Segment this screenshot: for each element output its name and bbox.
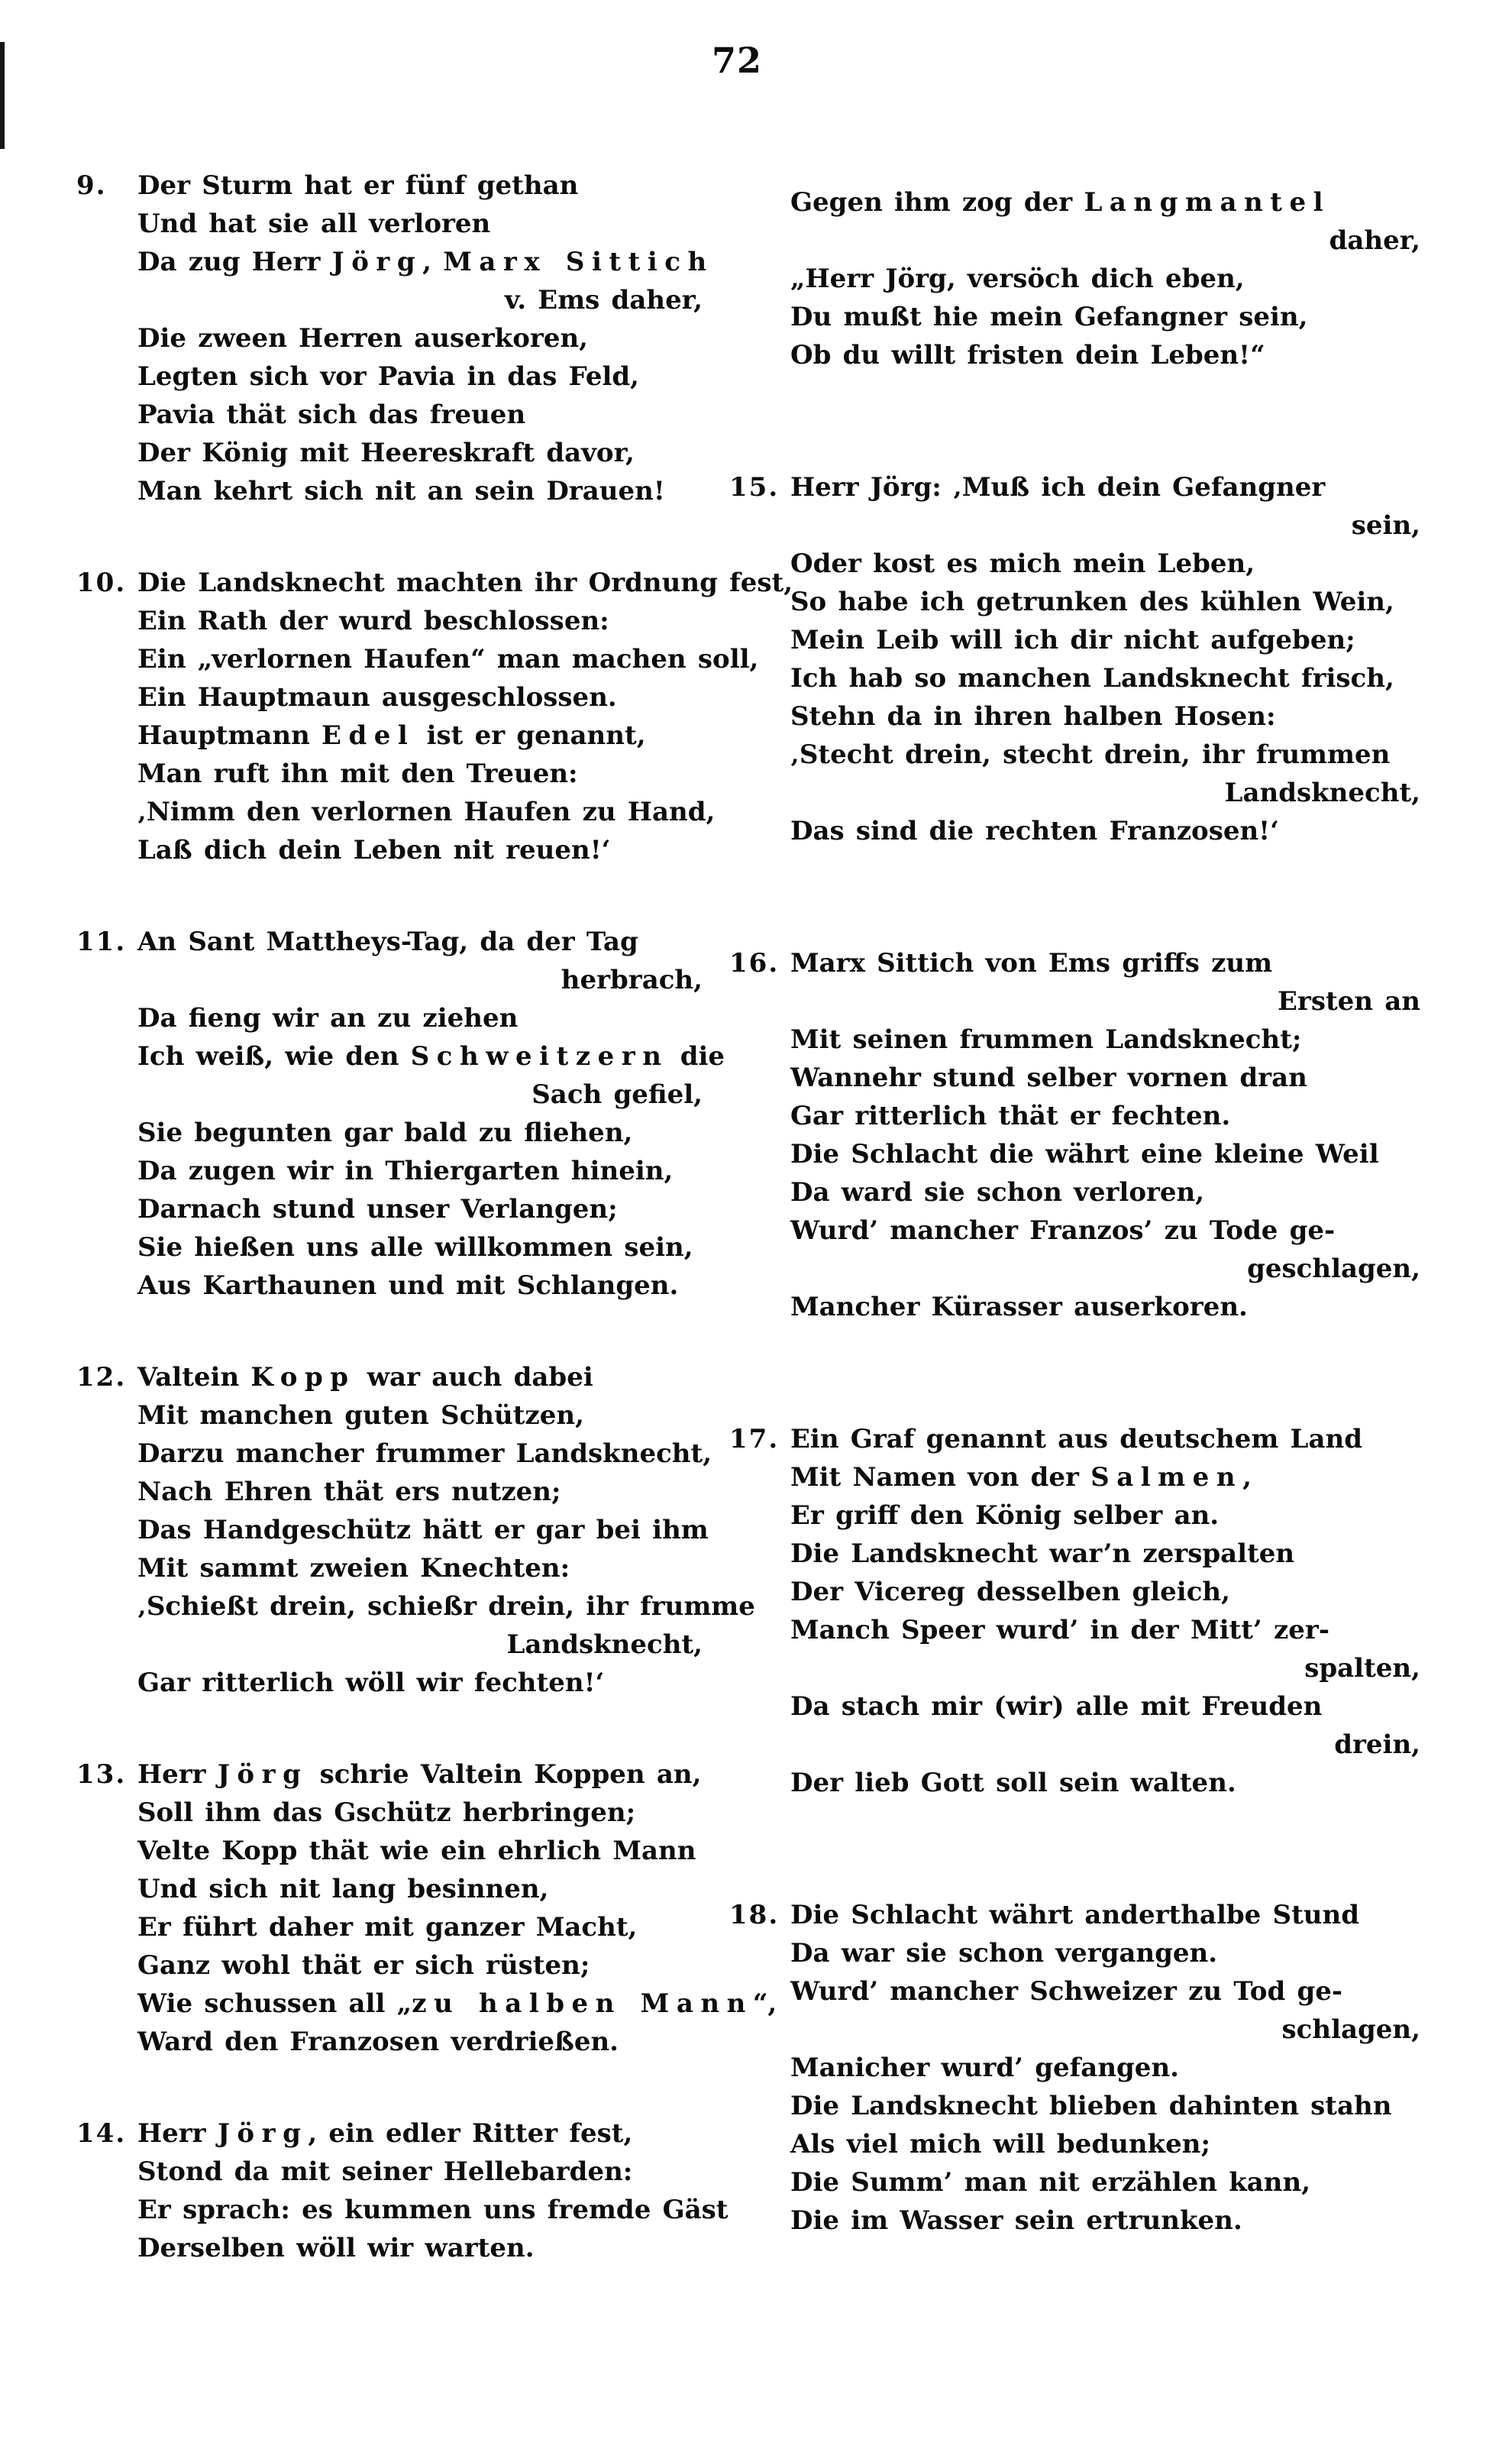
verse-line: ‚Schießt drein, schießr drein, ihr frumme (137, 1591, 755, 1622)
letterspaced-word: Edel (321, 720, 415, 751)
verse-line: Oder kost es mich mein Leben, (790, 548, 1255, 579)
verse-line: Aus Karthaunen und mit Schlangen. (137, 1270, 679, 1301)
verse-line: Die zween Herren auserkoren, (137, 323, 589, 354)
verse-line: Gegen ihm zog der Langmantel (790, 187, 1331, 218)
stanza-number: 17. (729, 1424, 780, 1454)
stanza (76, 167, 714, 510)
verse-line: v. Ems daher, (504, 285, 703, 315)
verse-line: Und sich nit lang besinnen, (137, 1874, 549, 1904)
verse-line: Wannehr stund selber vornen dran (790, 1063, 1307, 1093)
verse-line: Valtein Kopp war auch dabei (137, 1362, 593, 1393)
verse-line: Laß dich dein Leben nit reuen!‘ (137, 835, 611, 865)
verse-line: Die Summ’ man nit erzählen kann, (790, 2167, 1311, 2198)
verse-line: Velte Kopp thät wie ein ehrlich Mann (137, 1836, 696, 1866)
verse-line: Ersten an (1277, 986, 1420, 1017)
letterspaced-word: Jörg (217, 2118, 309, 2149)
verse-line: Man ruft ihn mit den Treuen: (137, 759, 578, 789)
stanza (729, 468, 1420, 850)
verse-line: Die Landsknecht blieben dahinten stahn (790, 2091, 1392, 2121)
verse-line: Landsknecht, (1224, 778, 1420, 808)
verse-line: Der Sturm hat er fünf gethan (137, 170, 579, 201)
verse-line: schlagen, (1281, 2014, 1420, 2045)
verse-line: Darnach stund unser Verlangen; (137, 1194, 618, 1224)
verse-line: Ich weiß, wie den Schweitzern die (137, 1041, 725, 1072)
letterspaced-word: Kopp (250, 1362, 356, 1393)
verse-line: Ein „verlornen Haufen“ man machen soll, (137, 644, 759, 675)
verse-line: Manch Speer wurd’ in der Mitt’ zer- (790, 1615, 1329, 1645)
verse-line: Ein Rath der wurd beschlossen: (137, 606, 609, 636)
verse-line: Da zugen wir in Thiergarten hinein, (137, 1156, 674, 1186)
verse-line: Hauptmann Edel ist er genannt, (137, 720, 646, 751)
letterspaced-word: Marx Sittich (443, 247, 714, 277)
stanza (729, 1420, 1420, 1802)
verse-line: Derselben wöll wir warten. (137, 2233, 535, 2263)
verse-line: ‚Stecht drein, stecht drein, ihr frummen (790, 739, 1391, 770)
verse-line: Mancher Kürasser auserkoren. (790, 1292, 1248, 1322)
verse-line: „Herr Jörg, versöch dich eben, (790, 264, 1245, 294)
verse-line: Manicher wurd’ gefangen. (790, 2053, 1179, 2083)
stanza (76, 2114, 729, 2267)
verse-line: Landsknecht, (506, 1629, 703, 1660)
verse-line: Sie begunten gar bald zu fliehen, (137, 1118, 633, 1148)
stanza (76, 923, 725, 1305)
stanza-number: 16. (729, 948, 780, 979)
verse-line: drein, (1334, 1729, 1420, 1760)
letterspaced-word: Schweitzern (410, 1041, 669, 1072)
verse-line: Wurd’ mancher Franzos’ zu Tode ge- (790, 1215, 1336, 1246)
stanza-number: 18. (729, 1900, 780, 1930)
verse-line: Da stach mir (wir) alle mit Freuden (790, 1691, 1323, 1722)
verse-line: Herr Jörg schrie Valtein Koppen an, (137, 1759, 702, 1790)
verse-line: Er sprach: es kummen uns fremde Gäst (137, 2195, 729, 2225)
verse-line: Die Schlacht währt anderthalbe Stund (790, 1900, 1359, 1930)
verse-line: Er führt daher mit ganzer Macht, (137, 1912, 638, 1943)
verse-line: Man kehrt sich nit an sein Drauen! (137, 476, 665, 506)
verse-line: Das sind die rechten Franzosen!‘ (790, 816, 1279, 846)
stanza-number: 15. (729, 472, 780, 503)
verse-line: Das Handgeschütz hätt er gar bei ihm (137, 1515, 709, 1545)
verse-line: Herr Jörg: ‚Muß ich dein Gefangner (790, 472, 1326, 503)
verse-line: herbrach, (561, 965, 703, 995)
verse-line: Pavia thät sich das freuen (137, 400, 526, 430)
verse-line: Wie schussen all „zu halben Mann“, (137, 1988, 777, 2019)
stanza-number: 14. (76, 2118, 127, 2149)
stanza-number: 12. (76, 1362, 127, 1393)
verse-line: Ob du willt fristen dein Leben!“ (790, 340, 1265, 370)
verse-line: spalten, (1304, 1653, 1420, 1684)
stanza (76, 564, 793, 869)
verse-line: Ganz wohl thät er sich rüsten; (137, 1950, 590, 1981)
verse-line: Legten sich vor Pavia in das Feld, (137, 361, 640, 392)
verse-line: geschlagen, (1247, 1254, 1420, 1284)
verse-line: ‚Nimm den verlornen Haufen zu Hand, (137, 797, 716, 827)
page-number: 72 (711, 40, 762, 81)
verse-line: Mit sammt zweien Knechten: (137, 1553, 570, 1584)
verse-line: sein, (1351, 510, 1420, 541)
letterspaced-word: zu halben Mann (412, 1988, 753, 2019)
verse-line: An Sant Mattheys-Tag, da der Tag (137, 927, 638, 957)
verse-line: Du mußt hie mein Gefangner sein, (790, 302, 1308, 332)
verse-line: Der lieb Gott soll sein walten. (790, 1768, 1236, 1798)
verse-line: Ein Graf genannt aus deutschem Land (790, 1424, 1362, 1454)
verse-line: Stehn da in ihren halben Hosen: (790, 701, 1276, 732)
verse-line: Mit manchen guten Schützen, (137, 1400, 584, 1431)
stanza-number: 10. (76, 568, 127, 598)
verse-line: Gar ritterlich thät er fechten. (790, 1101, 1231, 1131)
verse-line: So habe ich getrunken des kühlen Wein, (790, 587, 1394, 617)
letterspaced-word: Jörg (217, 1759, 309, 1790)
verse-line: Der Vicereg desselben gleich, (790, 1577, 1230, 1607)
stanza-number: 11. (76, 927, 127, 957)
verse-line: Als viel mich will bedunken; (790, 2129, 1211, 2159)
verse-line: Marx Sittich von Ems griffs zum (790, 948, 1273, 979)
verse-line: Sach gefiel, (531, 1079, 703, 1110)
verse-line: Die Landsknecht war’n zerspalten (790, 1538, 1295, 1569)
letterspaced-word: Langmantel (1084, 187, 1331, 218)
stanza-number: 9. (76, 170, 107, 201)
letterspaced-word: Salmen (1090, 1462, 1243, 1493)
verse-line: daher, (1329, 225, 1420, 256)
verse-line: Ich hab so manchen Landsknecht frisch, (790, 663, 1394, 694)
verse-line: Da zug Herr Jörg, Marx Sittich (137, 247, 714, 277)
verse-line: Mein Leib will ich dir nicht aufgeben; (790, 625, 1355, 655)
verse-line: Gar ritterlich wöll wir fechten!‘ (137, 1668, 605, 1698)
verse-line: Stond da mit seiner Hellebarden: (137, 2156, 633, 2187)
verse-line: Da ward sie schon verloren, (790, 1177, 1205, 1208)
letterspaced-word: Jörg (331, 247, 423, 277)
verse-line: Mit seinen frummen Landsknecht; (790, 1024, 1302, 1055)
stanza (729, 1896, 1420, 2240)
verse-line: Ein Hauptmaun ausgeschlossen. (137, 682, 617, 713)
verse-line: Die Schlacht die währt eine kleine Weil (790, 1139, 1379, 1170)
verse-line: Mit Namen von der Salmen, (790, 1462, 1252, 1493)
verse-line: Die Landsknecht machten ihr Ordnung fest, (137, 568, 793, 598)
verse-line: Und hat sie all verloren (137, 209, 491, 239)
stanza (729, 944, 1420, 1326)
verse-line: Ward den Franzosen verdrießen. (137, 2027, 619, 2057)
column-right (729, 183, 1420, 2334)
verse-line: Sie hießen uns alle willkommen sein, (137, 1232, 693, 1263)
stanza (790, 183, 1420, 374)
verse-line: Er griff den König selber an. (790, 1500, 1220, 1531)
verse-line: Der König mit Heereskraft davor, (137, 438, 635, 468)
verse-line: Soll ihm das Gschütz herbringen; (137, 1797, 636, 1828)
verse-line: Herr Jörg, ein edler Ritter fest, (137, 2118, 633, 2149)
verse-line: Nach Ehren thät ers nutzen; (137, 1477, 561, 1507)
verse-line: Da war sie schon vergangen. (790, 1938, 1218, 1969)
verse-line: Wurd’ mancher Schweizer zu Tod ge- (790, 1976, 1342, 2007)
verse-line: Darzu mancher frummer Landsknecht, (137, 1438, 712, 1469)
stanza-number: 13. (76, 1759, 127, 1790)
verse-line: Die im Wasser sein ertrunken. (790, 2205, 1242, 2236)
verse-line: Da fieng wir an zu ziehen (137, 1003, 519, 1034)
